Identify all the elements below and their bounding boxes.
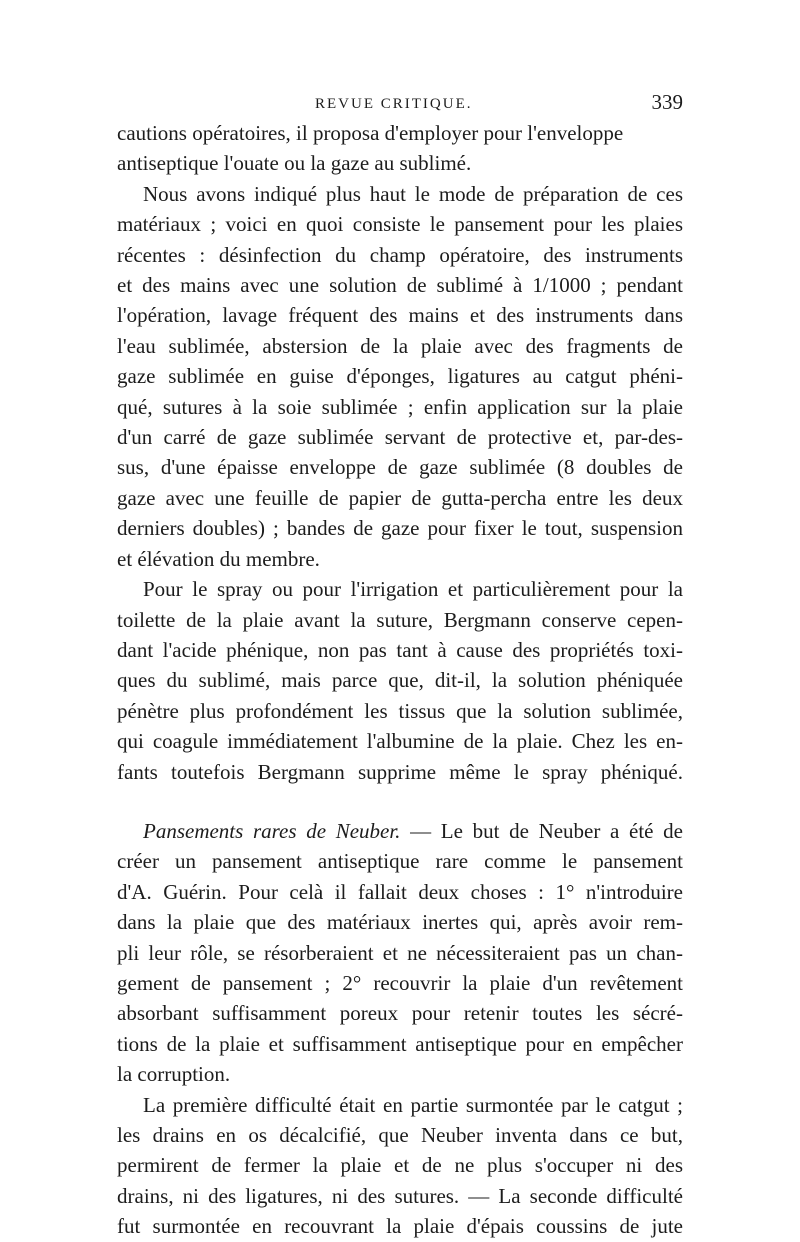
text-line: les drains en os décalcifié, que Neuber inventa dans ce but, [117, 1123, 683, 1147]
text-line: matériaux ; voici en quoi consiste le pansement pour les plaies [117, 212, 683, 237]
text-line: fut surmontée en recouvrant la plaie d'épais coussins de jute [117, 1214, 683, 1239]
text-line: dant l'acide phénique, non pas tant à cause des propriétés toxi- [117, 637, 683, 662]
text-line [117, 816, 683, 846]
text-line: derniers doubles) ; bandes de gaze pour fixer le tout, suspension [117, 516, 683, 541]
text-line: créer un pansement antiseptique rare comme le pansement [117, 849, 683, 874]
text-line: d'un carré de gaze sublimée servant de protective et, par-des- [117, 425, 683, 450]
text-line: gaze sublimée en guise d'éponges, ligatures au catgut phéni- [117, 364, 683, 389]
paragraph-neuber [117, 816, 683, 1090]
paragraph-spray [117, 574, 683, 787]
text-line: pénètre plus profondément les tissus que la solution sublimée, [117, 698, 683, 723]
text-line: cautions opératoires, il proposa d'employer pour l'enveloppe [117, 121, 624, 145]
paragraph-continuation [117, 118, 683, 179]
text-line: antiseptique l'ouate ou la gaze au sublimé. [117, 151, 472, 176]
text-line: l'eau sublimée, abstersion de la plaie avec des fragments de [117, 333, 683, 358]
text-line: toilette de la plaie avant la suture, Bergmann conserve cepen- [117, 607, 683, 632]
page-header [117, 88, 683, 118]
text-line: récentes : désinfection du champ opératoire, des instruments [117, 242, 683, 267]
text-line: la corruption. [117, 1062, 231, 1087]
text-line: La première difficulté était en partie surmontée par le catgut ; [143, 1092, 683, 1117]
paragraph-bergmann-method [117, 179, 683, 574]
text-line: drains, ni des ligatures, ni des sutures. — La seconde difficulté [117, 1183, 683, 1208]
text-line: d'A. Guérin. Pour celà il fallait deux choses : 1° n'introduire [117, 879, 683, 904]
text-run: — Le but de Neuber a été de [400, 818, 683, 843]
text-line: qué, sutures à la soie sublimée ; enfin application sur la plaie [117, 394, 683, 419]
text-line: absorbant suffisamment poreux pour retenir toutes les sécré- [117, 1001, 683, 1026]
text-line: sus, d'une épaisse enveloppe de gaze sublimée (8 doubles de [117, 455, 683, 480]
text-line: gaze avec une feuille de papier de gutta-percha entre les deux [117, 485, 683, 510]
book-page [117, 88, 683, 1242]
section-heading-italic: Pansements rares de Neuber. [143, 818, 401, 843]
text-line: Pour le spray ou pour l'irrigation et particulièrement pour la [143, 577, 683, 602]
text-line: tions de la plaie et suffisamment antiseptique pour en empêcher [117, 1031, 683, 1056]
text-line: et élévation du membre. [117, 546, 320, 571]
text-line: fants toutefois Bergmann supprime même le spray phéniqué. [117, 759, 683, 784]
text-line: dans la plaie que des matériaux inertes qui, après avoir rem- [117, 910, 683, 935]
text-line: l'opération, lavage fréquent des mains et des instruments dans [117, 303, 683, 328]
text-line: permirent de fermer la plaie et de ne plus s'occuper ni des [117, 1153, 683, 1178]
section-gap [117, 787, 683, 816]
text-line: pli leur rôle, se résorberaient et ne nécessiteraient pas un chan- [117, 940, 683, 965]
page-number: 339 [651, 90, 683, 114]
text-line: qui coagule immédiatement l'albumine de la plaie. Chez les en- [117, 729, 683, 754]
text-line: gement de pansement ; 2° recouvrir la plaie d'un revêtement [117, 970, 683, 995]
paragraph-difficulties [117, 1090, 683, 1242]
text-line: et des mains avec une solution de sublimé à 1/1000 ; pendant [117, 273, 683, 298]
text-line: ques du sublimé, mais parce que, dit-il, la solution phéniquée [117, 668, 683, 693]
running-title: REVUE CRITIQUE. [315, 96, 473, 112]
text-line: Nous avons indiqué plus haut le mode de préparation de ces [143, 181, 683, 206]
